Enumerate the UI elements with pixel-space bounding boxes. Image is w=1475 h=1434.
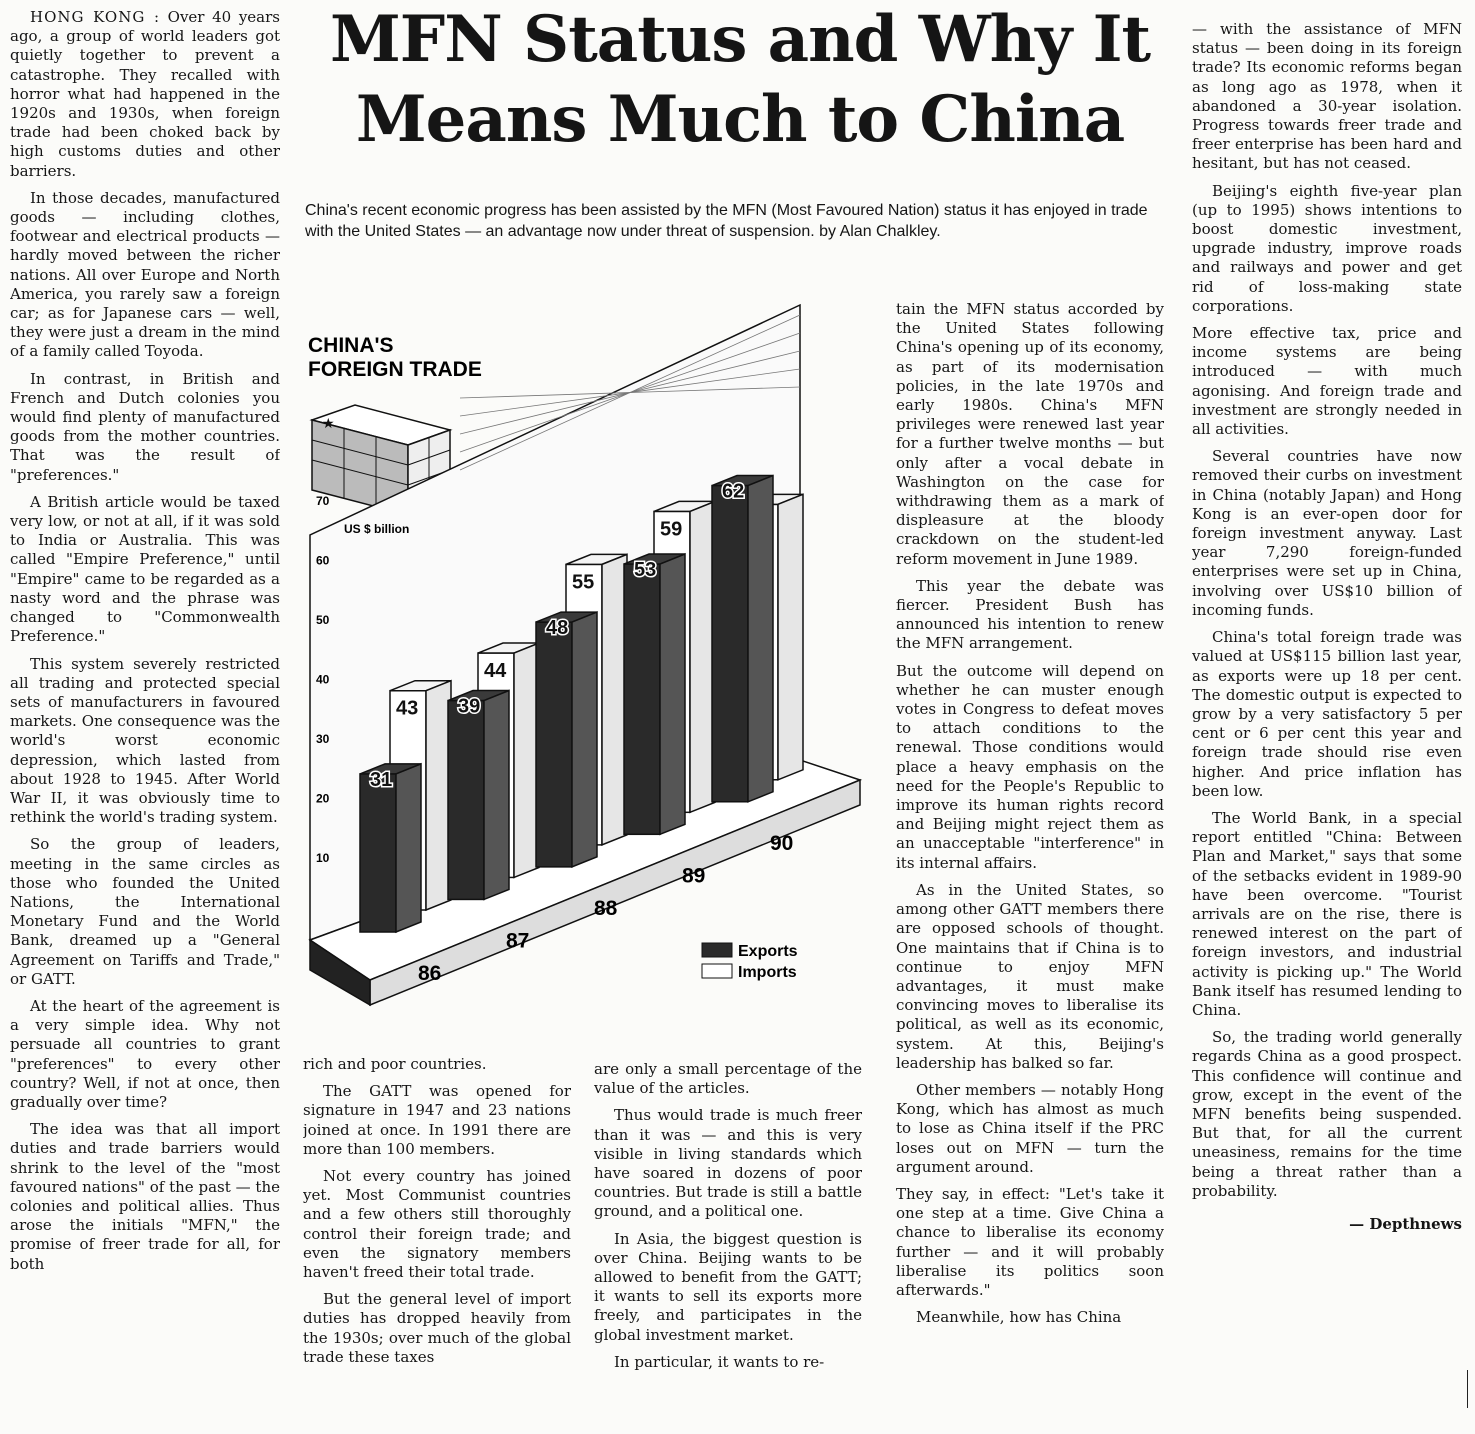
category-label-89: 89	[682, 864, 706, 888]
chart-title-line-2: FOREIGN TRADE	[308, 358, 482, 381]
chart-legend	[702, 943, 798, 981]
trade-chart	[300, 290, 885, 1020]
y-tick-label: 10	[316, 851, 330, 865]
y-tick-label: 20	[316, 791, 330, 806]
bar-exports-89	[624, 564, 660, 834]
bar-value-exports-89: 53	[634, 559, 657, 582]
byline: by Alan Chalkley.	[819, 223, 941, 240]
article-paragraph: Other members — notably Hong Kong, which has almost as much to lose as China itself if the PRC loses out on MFN — turn the argument around.	[896, 1080, 1164, 1176]
headline-line-2: Means Much to China	[355, 82, 1125, 157]
article-paragraph: But the outcome will depend on whether he can muster enough votes in Congress to defeat moves to attach conditions to the renewal. Those conditions would place a heavy emphasis on the need for the People's Republic to improve its human rights record and Beijing might reject them as an unacceptable "interference" in its internal affairs.	[896, 661, 1164, 872]
article-paragraph: The GATT was opened for signature in 1947 and 23 nations joined at once. In 1991 there are more than 100 members.	[303, 1082, 571, 1158]
article-paragraph: As in the United States, so among other GATT members there are opposed schools of thought. One maintains that if China is to continue to enjoy MFN advantages, it must make convincing moves to liberalise its political, as well as its economic, system. At this, Beijing's leadership has balked so far.	[896, 880, 1164, 1072]
article-paragraph: The idea was that all import duties and trade barriers would shrink to the level of the "most favoured nations" of the past — the colonies and political allies. Thus arose the initials "MFN," the promise of freer trade for all, for both	[10, 1120, 280, 1273]
bar-side-exports-89	[660, 554, 685, 834]
article-paragraph: tain the MFN status accorded by the United States following China's opening up of its economy, as part of its modernisation policies, in the late 1970s and early 1980s. China's MFN privileges were renewed last year for a further twelve months — but only after a vocal debate in Washington on the case for withdrawing them as a mark of displeasure at the bloody crackdown on the student-led reform movement in June 1989.	[896, 300, 1164, 568]
bar-value-imports-86: 43	[396, 697, 419, 720]
article-paragraph: So the group of leaders, meeting in the same circles as those who founded the United Nations, the International Monetary Fund and the World Bank, dreamed up a "General Agreement on Tariffs and Trade," or GATT.	[10, 835, 280, 988]
article-paragraph: Several countries have now removed their curbs on investment in China (notably Japan) and Hong Kong is an ever-open door for foreign investment anyway. Last year 7,290 foreign-funded enterprises were set up in China, involving over US$10 billion of incoming funds.	[1192, 447, 1462, 619]
headline	[300, 0, 1180, 160]
legend-swatch-exports	[702, 943, 732, 957]
bar-side-exports-90	[748, 476, 773, 802]
article-paragraph: More effective tax, price and income systems are being introduced — with much agonising. And foreign trade and investment are strongly needed in all activities.	[1192, 324, 1462, 439]
article-paragraph: In particular, it wants to re-	[614, 1352, 825, 1371]
bar-value-imports-87: 44	[484, 660, 507, 683]
chart-title-line-1: CHINA'S	[308, 334, 394, 357]
article-paragraph: In those decades, manufactured goods — including clothes, footwear and electrical products — hardly moved between the richer nations. All over Europe and North America, you rarely saw a foreign car; as for Japanese cars — well, they were just a dream in the mind of a family called Toyoda.	[10, 188, 280, 361]
article-paragraph: In contrast, in British and French and Dutch colonies you would find plenty of manufactured goods from the mother countries. That was the result of "preferences."	[10, 369, 280, 484]
bar-exports-86	[360, 774, 396, 932]
article-paragraph: HONG KONG : Over 40 years ago, a group of world leaders got quietly together to prevent a catastrophe. They recalled with horror what had happened in the 1920s and 1930s, when foreign trade had been choked back by high customs duties and other barriers.	[10, 8, 280, 180]
y-tick-label: 50	[316, 613, 330, 627]
bar-side-exports-88	[572, 612, 597, 867]
category-label-88: 88	[594, 896, 618, 920]
article-paragraph: Meanwhile, how has China	[916, 1308, 1122, 1327]
column-rule	[1467, 1370, 1468, 1408]
deck	[305, 200, 1175, 242]
y-axis-label: US $ billion	[344, 522, 410, 536]
bar-exports-88	[536, 622, 572, 867]
article-column-4	[896, 300, 1164, 1408]
article-paragraph: — with the assistance of MFN status — been doing in its foreign trade? Its economic reforms began as long ago as 1978, when it abandoned a 30-year isolation. Progress towards freer trade and freer enterprise has been hard and hesitant, but has not ceased.	[1192, 20, 1462, 173]
category-label-87: 87	[506, 929, 530, 953]
article-paragraph: A British article would be taxed very low, or not at all, if it was sold to India or Australia. This was called "Empire Preference," until "Empire" came to be regarded as a nasty word and the phrase was changed to "Commonwealth Preference."	[10, 492, 280, 646]
article-paragraph: China's total foreign trade was valued at US$115 billion last year, as exports were up 18 per cent. The domestic output is expected to grow by a very satisfactory 5 per cent or 6 per cent this year and foreign trade should rise even higher. And price inflation has been low.	[1192, 628, 1462, 800]
y-tick-label: 60	[316, 553, 330, 568]
bar-value-exports-87: 39	[458, 695, 481, 718]
deck-text: China's recent economic progress has been assisted by the MFN (Most Favoured Nation) status it has enjoyed in trade with the United States — an advantage now under threat of suspension.	[305, 202, 1148, 240]
legend-label-imports: Imports	[738, 964, 797, 981]
article-paragraph: This system severely restricted all trading and protected special sets of manufacturers in favoured markets. One consequence was the world's worst economic depression, which lasted from about 1928 to 1945. After World War II, it was obviously time to rethink the world's trading system.	[10, 654, 280, 827]
bar-exports-90	[712, 486, 748, 802]
article-paragraph: They say, in effect: "Let's take it one step at a time. Give China a chance to liberalise its economy further — and it will probably liberalise its politics soon afterwards."	[896, 1184, 1164, 1299]
bar-value-exports-90: 62	[722, 480, 745, 503]
y-tick-label: 40	[316, 672, 330, 687]
article-paragraph: Thus would trade is much freer than it was — and this is very visible in living standards which have soared in dozens of poor countries. But trade is still a battle ground, and a political one.	[594, 1106, 862, 1221]
y-tick-label: 30	[316, 732, 330, 746]
article-paragraph: In Asia, the biggest question is over China. Beijing wants to be allowed to benefit from the GATT; it wants to sell its exports more freely, and participates in the global investment market.	[594, 1229, 862, 1344]
dateline: HONG KONG :	[30, 8, 161, 26]
bar-value-imports-89: 59	[660, 518, 683, 541]
legend-swatch-imports	[702, 964, 732, 978]
svg-text:★: ★	[322, 415, 335, 431]
article-paragraph: So, the trading world generally regards China as a good prospect. This confidence will continue and grow, except in the event of the MFN benefits being suspended. But that, for all the current uneasiness, remains for the time being a threat rather than a probability.	[1192, 1028, 1462, 1200]
bar-exports-87	[448, 701, 484, 900]
category-label-86: 86	[418, 962, 442, 985]
bar-side-exports-87	[484, 691, 509, 900]
article-paragraph: At the heart of the agreement is a very simple idea. Why not persuade all countries to grant "preferences" to every other country? Well, if not at once, then gradually over time?	[10, 996, 280, 1111]
article-paragraph: The World Bank, in a special report entitled "China: Between Plan and Market," says that some of the setbacks evident in 1989-90 have been overcome. "Tourist arrivals are on the rise, there is renewed interest on the part of foreign investors, and industrial activity is picking up." The World Bank itself has resumed lending to China.	[1192, 808, 1462, 1019]
legend-label-exports: Exports	[738, 943, 798, 960]
headline-line-1: MFN Status and Why It	[329, 2, 1151, 77]
bar-value-imports-88: 55	[572, 571, 595, 594]
article-column-1	[10, 8, 280, 1398]
article-column-2	[303, 1055, 571, 1400]
y-tick-label: 70	[316, 494, 330, 508]
article-paragraph: This year the debate was fiercer. President Bush has announced his intention to renew the MFN arrangement.	[896, 576, 1164, 653]
bar-side-imports-90	[778, 494, 803, 779]
article-paragraph: Beijing's eighth five-year plan (up to 1995) shows intentions to boost domestic investment, upgrade industry, improve roads and railways and power and get rid of loss-making state corporations.	[1192, 181, 1462, 315]
article-paragraph: Not every country has joined yet. Most Communist countries and a few others still thoroughly control their foreign trade; and even the signatory members haven't freed their total trade.	[303, 1167, 571, 1282]
article-column-5	[1192, 20, 1462, 1410]
article-column-3	[594, 1060, 862, 1405]
article-paragraph: rich and poor countries.	[303, 1055, 487, 1073]
signoff: — Depthnews	[1349, 1214, 1462, 1233]
article-paragraph: are only a small percentage of the value of the articles.	[594, 1060, 862, 1098]
article-paragraph: But the general level of import duties has dropped heavily from the 1930s; over much of the global trade these taxes	[303, 1290, 571, 1366]
bar-value-exports-88: 48	[546, 617, 569, 640]
bar-side-exports-86	[396, 764, 421, 932]
bar-value-exports-86: 31	[370, 768, 393, 791]
category-label-90: 90	[770, 831, 794, 855]
